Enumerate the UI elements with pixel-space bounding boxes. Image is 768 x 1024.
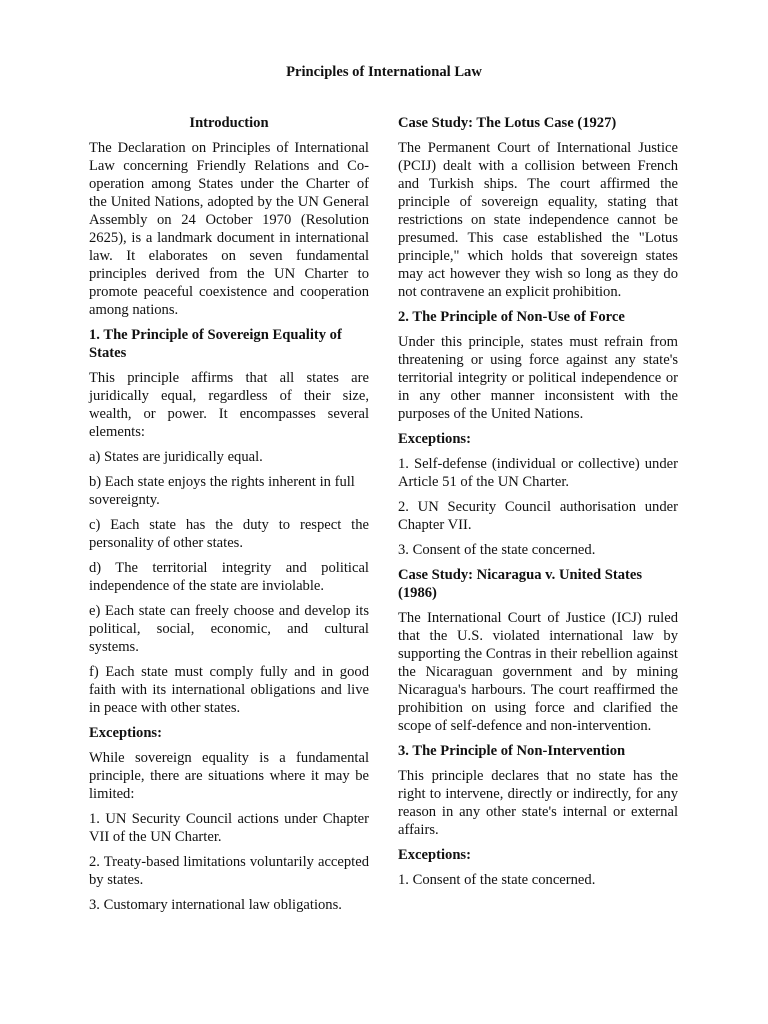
subheading-exceptions-1: Exceptions: bbox=[89, 725, 162, 741]
exception-item-3: 3. Customary international law obligations. bbox=[89, 897, 342, 913]
list-item-d: d) The territorial integrity and political independence of the state are inviolable. bbox=[89, 560, 369, 594]
list-item-e: e) Each state can freely choose and develop its political, social, economic, and cultural systems. bbox=[89, 603, 369, 655]
force-exception-item-1: 1. Self-defense (individual or collective) under Article 51 of the UN Charter. bbox=[398, 456, 678, 490]
subheading-exceptions-2: Exceptions: bbox=[398, 431, 471, 447]
list-item-c: c) Each state has the duty to respect the personality of other states. bbox=[89, 517, 369, 551]
list-item-b: b) Each state enjoys the rights inherent in full sovereignty. bbox=[89, 474, 355, 508]
section-heading-sovereign-equality: 1. The Principle of Sovereign Equality of States bbox=[89, 327, 342, 361]
case-study-heading-lotus: Case Study: The Lotus Case (1927) bbox=[398, 115, 617, 131]
right-column bbox=[398, 114, 678, 896]
exception-item-1: 1. UN Security Council actions under Chapter VII of the UN Charter. bbox=[89, 811, 369, 845]
paragraph-non-use-of-force: Under this principle, states must refrain from threatening or using force against any state's territorial integrity or political independence or in any other manner inconsistent with the purposes of the United Nations. bbox=[398, 334, 678, 422]
force-exception-item-2: 2. UN Security Council authorisation under Chapter VII. bbox=[398, 499, 678, 533]
subheading-exceptions-3: Exceptions: bbox=[398, 847, 471, 863]
document-title: Principles of International Law bbox=[286, 64, 482, 80]
list-item-a: a) States are juridically equal. bbox=[89, 449, 263, 465]
paragraph-exceptions-intro: While sovereign equality is a fundamental principle, there are situations where it may be limited: bbox=[89, 750, 369, 802]
paragraph-non-intervention: This principle declares that no state has the right to intervene, directly or indirectly, for any reason in any other state's internal or external affairs. bbox=[398, 768, 678, 838]
left-column bbox=[89, 114, 369, 921]
list-item-f: f) Each state must comply fully and in good faith with its international obligations and live in peace with other states. bbox=[89, 664, 369, 716]
paragraph-sovereign-equality: This principle affirms that all states are juridically equal, regardless of their size, wealth, or power. It encompasses several elements: bbox=[89, 370, 369, 440]
section-heading-introduction: Introduction bbox=[189, 115, 269, 131]
section-heading-non-use-of-force: 2. The Principle of Non-Use of Force bbox=[398, 309, 625, 325]
intervention-exception-item-1: 1. Consent of the state concerned. bbox=[398, 872, 596, 888]
paragraph-nicaragua-case: The International Court of Justice (ICJ) ruled that the U.S. violated international law by supporting the Contras in their rebellion against the Nicaraguan government and by mining Nicaragua's harbours. The court reaffirmed the prohibition on using force and clarified the scope of self-defence and non-intervention. bbox=[398, 610, 678, 734]
section-heading-non-intervention: 3. The Principle of Non-Intervention bbox=[398, 743, 626, 759]
case-study-heading-nicaragua: Case Study: Nicaragua v. United States (1986) bbox=[398, 567, 643, 601]
paragraph-lotus-case: The Permanent Court of International Justice (PCIJ) dealt with a collision between French and Turkish ships. The court affirmed the principle of sovereign equality, stating that restrictions on state independence cannot be presumed. This case established the "Lotus principle," which holds that sovereign states may act however they wish so long as they do not contravene an explicit prohibition. bbox=[398, 140, 678, 300]
paragraph-introduction: The Declaration on Principles of International Law concerning Friendly Relations and Co-operation among States under the Charter of the United Nations, adopted by the UN General Assembly on 24 October 1970 (Resolution 2625), is a landmark document in international law. It elaborates on seven fundamental principles derived from the UN Charter to promote peaceful coexistence and cooperation among nations. bbox=[89, 140, 369, 318]
exception-item-2: 2. Treaty-based limitations voluntarily accepted by states. bbox=[89, 854, 369, 888]
force-exception-item-3: 3. Consent of the state concerned. bbox=[398, 542, 596, 558]
